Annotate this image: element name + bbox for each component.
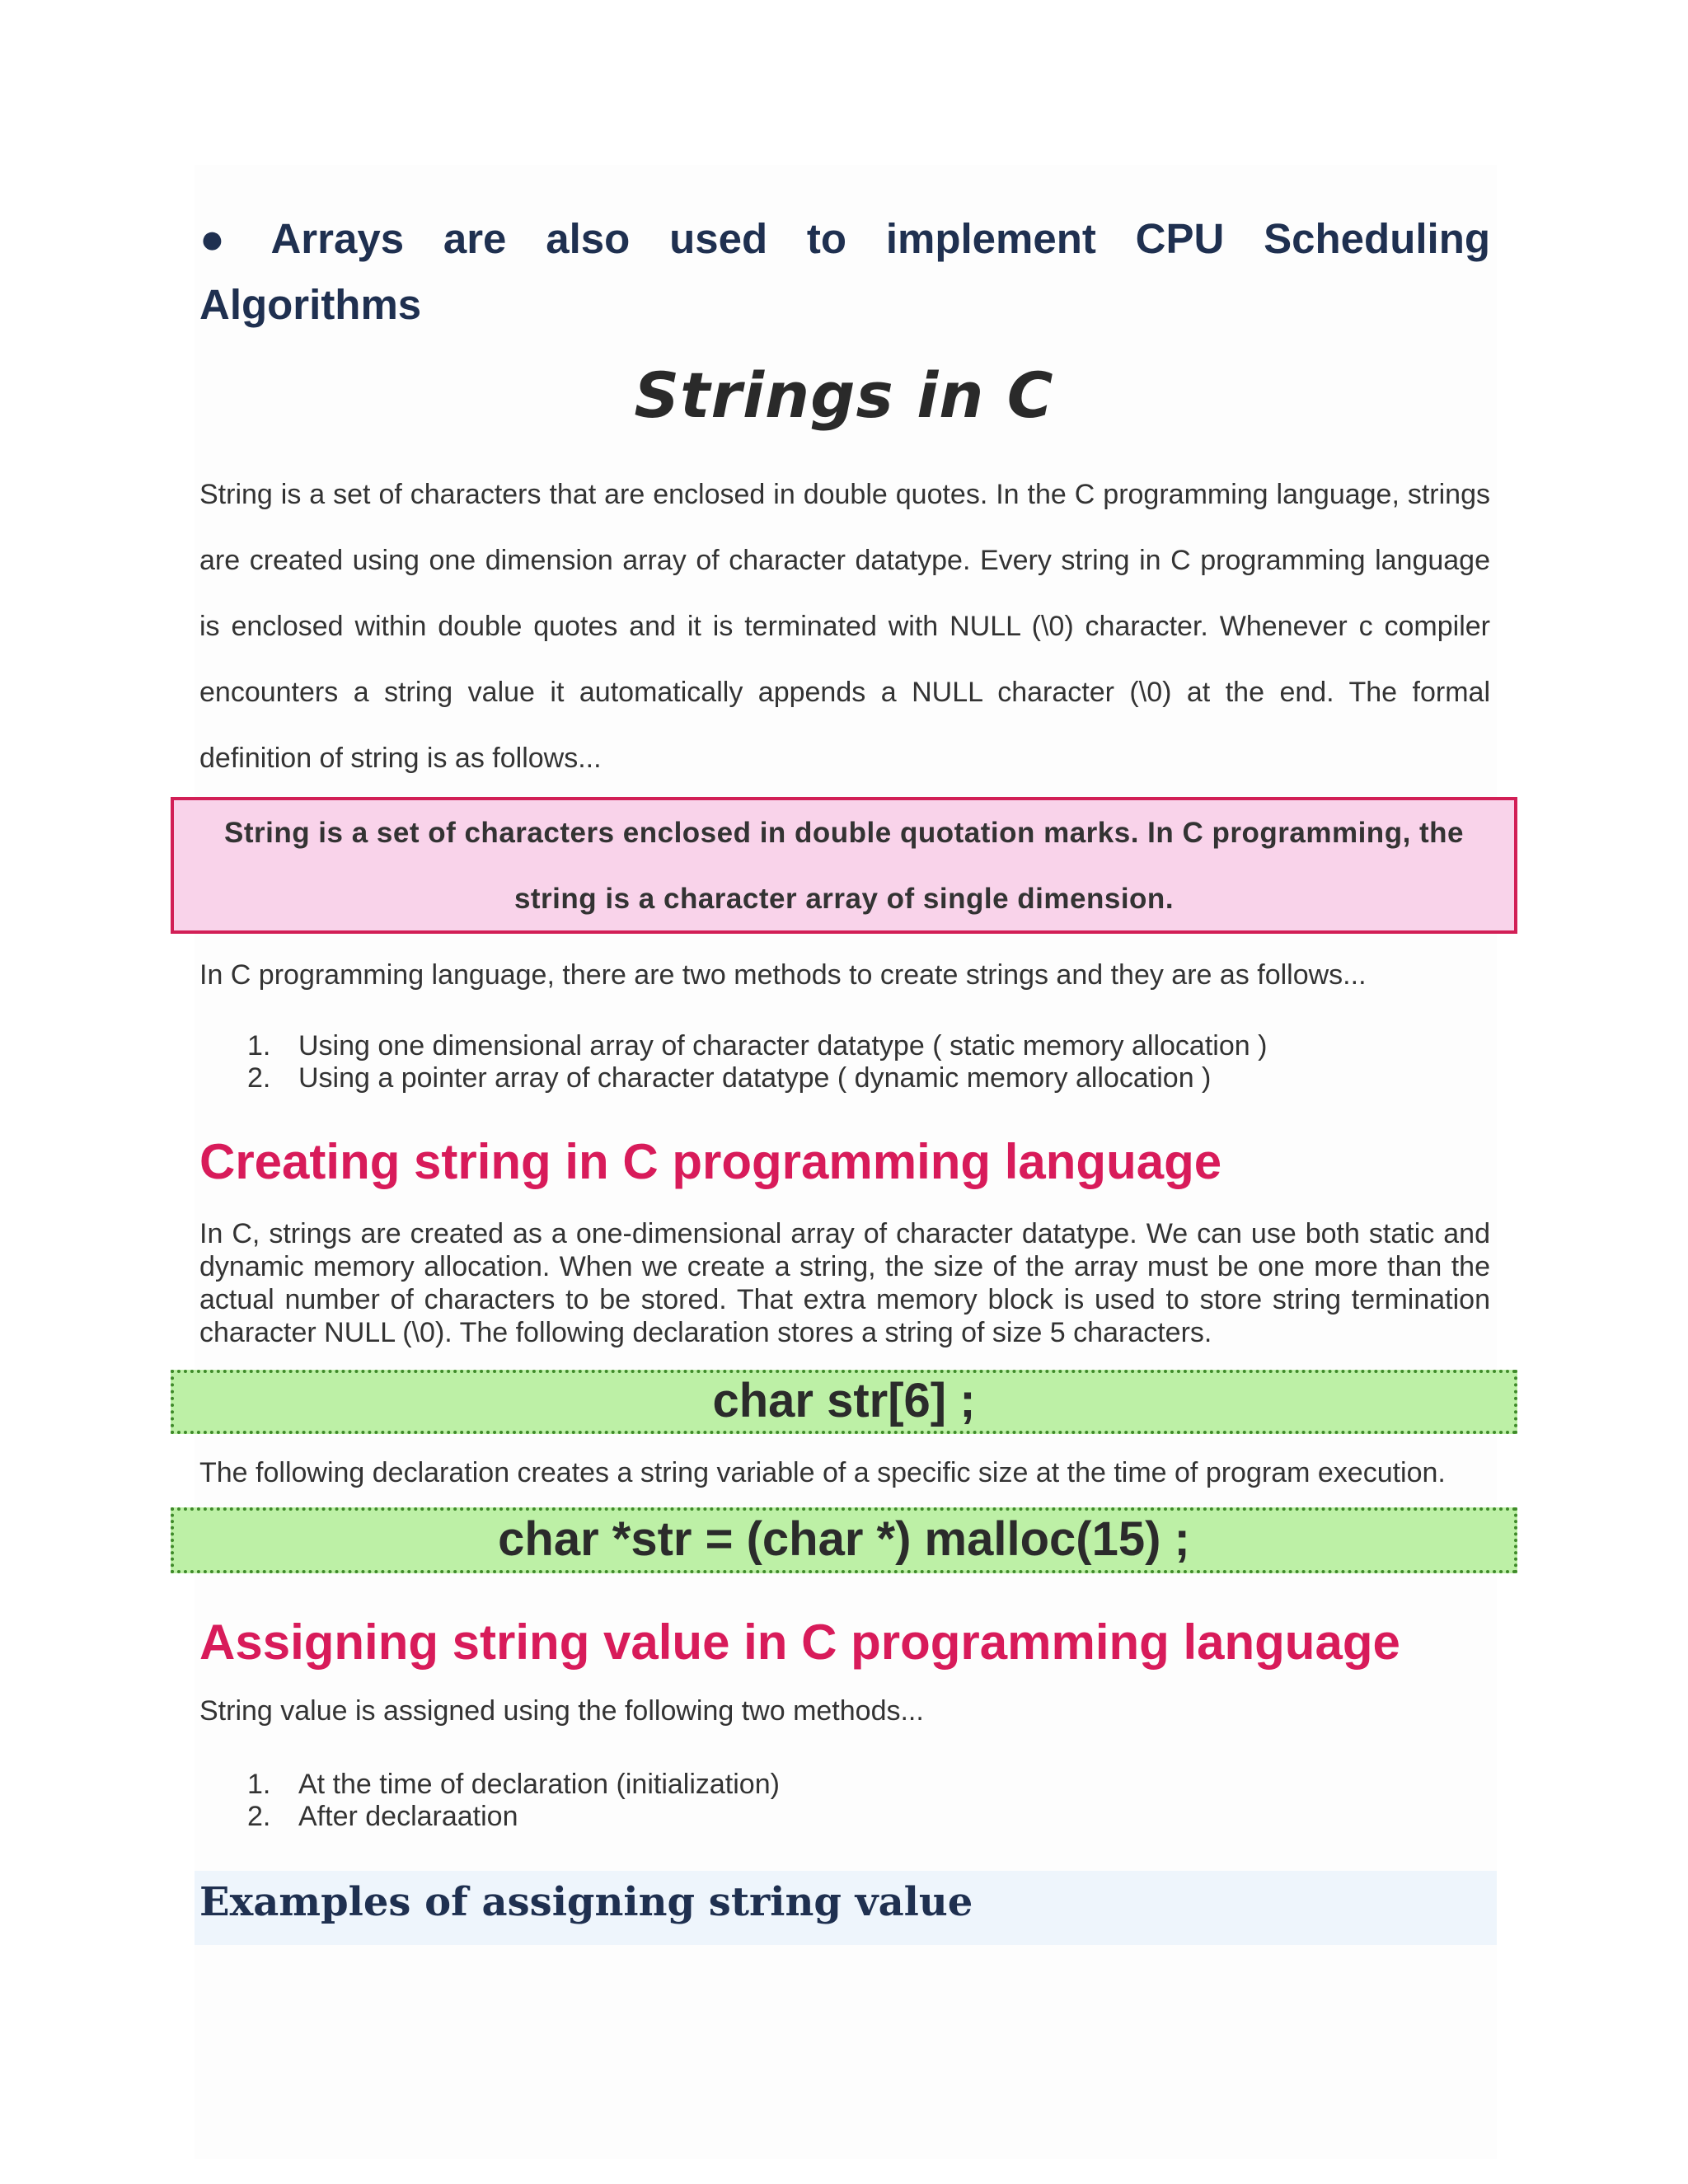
methods-list — [199, 1030, 1267, 1094]
dynamic-declaration-code: char *str = (char *) malloc(15) ; — [171, 1507, 1517, 1573]
list-item — [199, 1801, 780, 1833]
creating-heading: Creating string in C programming language — [199, 1134, 1222, 1189]
page-title: Strings in C — [634, 359, 1054, 432]
examples-heading: Examples of assigning string value — [199, 1879, 973, 1925]
methods-intro: In C programming language, there are two methods to create strings and they are as follows... — [199, 959, 1367, 991]
assigning-heading: Assigning string value in C programming language — [199, 1615, 1400, 1670]
list-item-number: 1. — [247, 1030, 271, 1062]
assign-methods-list — [199, 1769, 780, 1833]
examples-section-bar — [195, 1871, 1497, 1945]
bullet-icon: ● — [199, 215, 253, 262]
runtime-paragraph: The following declaration creates a string variable of a specific size at the time of program execution. — [199, 1457, 1446, 1488]
list-item-text: At the time of declaration (initialization) — [298, 1769, 780, 1800]
list-item-number: 1. — [247, 1769, 271, 1800]
list-item-text: Using one dimensional array of character datatype ( static memory allocation ) — [298, 1030, 1268, 1062]
intro-paragraph: String is a set of characters that are enclosed in double quotes. In the C programming language, strings are created using one dimension array of character datatype. Every string in C programming language is enclosed within double quotes and it is terminated with NULL (\0) character. Whenever c compiler encounters a string value it automatically appends a NULL character (\0) at the end. The formal definition of string is as follows... — [199, 479, 1490, 774]
bullet-point — [199, 206, 1490, 338]
list-item-text: After declaraation — [298, 1801, 518, 1832]
bullet-text: Arrays are also used to implement CPU Scheduling Algorithms — [199, 215, 1490, 328]
list-item — [199, 1030, 1267, 1062]
list-item-number: 2. — [247, 1062, 271, 1094]
static-declaration-code: char str[6] ; — [171, 1370, 1517, 1434]
definition-text: String is a set of characters enclosed in double quotation marks. In C programming, the string is a character array of single dimension. — [223, 817, 1465, 915]
definition-box — [171, 797, 1517, 934]
creating-paragraph: In C, strings are created as a one-dimensional array of character datatype. We can use both static and dynamic memory allocation. When we create a string, the size of the array must be one more than the actual number of characters to be stored. That extra memory block is used to store string termination character NULL (\0). The following declaration stores a string of size 5 characters. — [199, 1218, 1490, 1348]
assigning-intro: String value is assigned using the following two methods... — [199, 1695, 924, 1727]
list-item — [199, 1769, 780, 1801]
list-item-text: Using a pointer array of character datatype ( dynamic memory allocation ) — [298, 1062, 1212, 1094]
list-item-number: 2. — [247, 1801, 271, 1832]
list-item — [199, 1062, 1267, 1094]
